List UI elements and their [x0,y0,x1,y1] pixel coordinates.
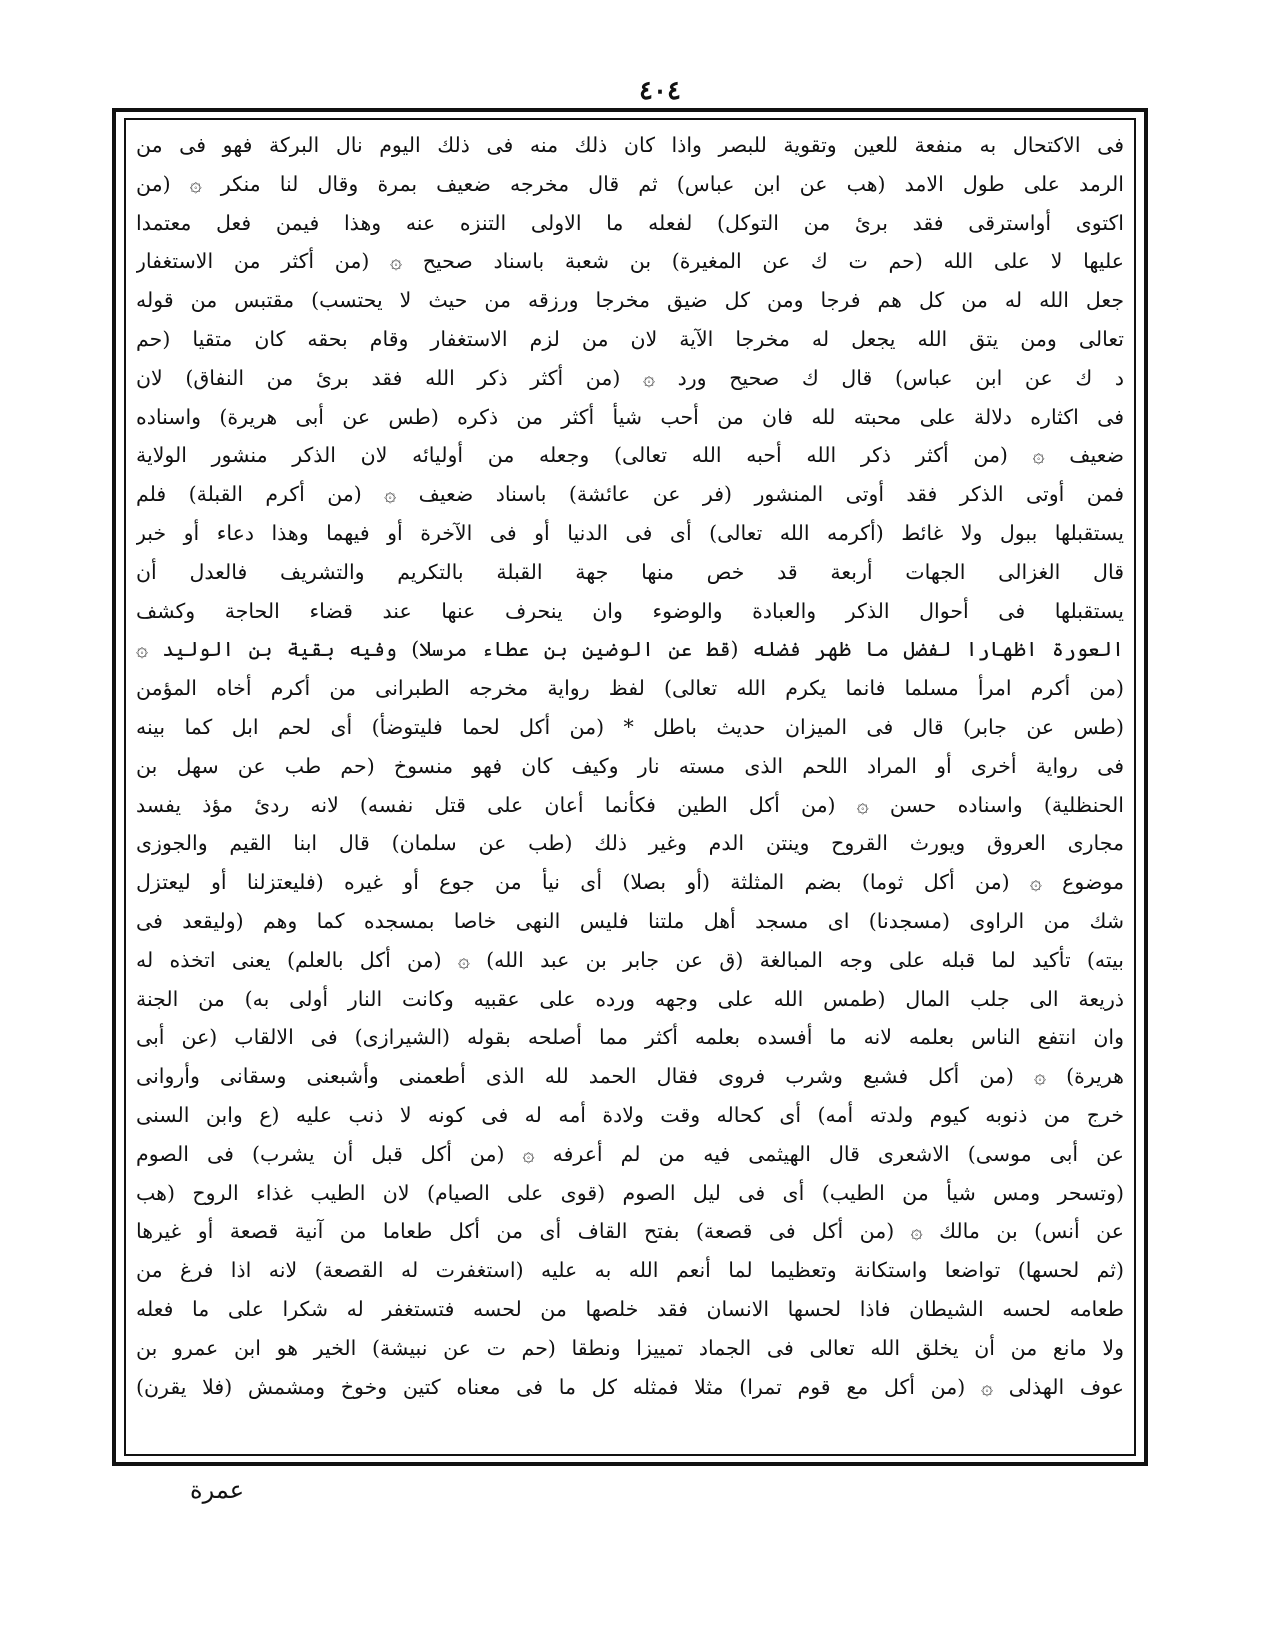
text-line: ذريعة الى جلب المال (طمس الله على وجهه ورده على عقبيه وكانت النار أولى به) من الجنة [136,986,1124,1011]
text-line: عوف الهذلى ۞ (من أكل مع قوم تمرا) مثلا فمثله كل ما فى معناه كتين وخوخ ومشمش (فلا يقرن) [136,1374,1124,1399]
text-line: تعالى ومن يتق الله يجعل له مخرجا الآية لان من لزم الاستغفار وقام بحقه كان متقيا (حم [136,326,1124,351]
text-line: يستقبلها ببول ولا غائط (أكرمه الله تعالى) أى فى الدنيا أو فى الآخرة أو فيهما وهذا دعاء أو خبر [136,520,1124,545]
text-line: خرج من ذنوبه كيوم ولدته أمه) أى كحاله وقت ولادة أمه له فى كونه لا ذنب عليه (ع وابن السنى [136,1102,1124,1127]
text-line: عن أنس) بن مالك ۞ (من أكل فى قصعة) بفتح القاف أى من أكل طعاما من آنية قصعة أو غيرها [136,1219,1124,1244]
text-line: عن أبى موسى) الاشعرى قال الهيثمى فيه من لم أعرفه ۞ (من أكل قبل أن يشرب) فى الصوم [136,1141,1124,1166]
text-line: طعامه لحسه الشيطان فاذا لحسها الانسان فقد خلصها من لحسه فتستغفر له شكرا على ما فعله [136,1296,1124,1321]
text-line: (ثم لحسها) تواضعا واستكانة وتعظيما لما أنعم الله به عليه (استغفرت له القصعة) لانه اذا فرغ من [136,1258,1124,1283]
text-line: وان انتفع الناس بعلمه لانه ما أفسده بعلمه أكثر مما أصلحه بقوله (الشيرازى) فى الالقاب (عن أبى [136,1025,1124,1050]
text-line: شك من الراوى (مسجدنا) اى مسجد أهل ملتنا فليس النهى خاصا بمسجده كما وهم (وليقعد فى [136,908,1124,933]
text-line: قال الغزالى الجهات أربعة قد خص منها جهة القبلة بالتكريم والتشريف فالعدل أن [136,559,1124,584]
text-line: (من أكرم امرأ مسلما فانما يكرم الله تعالى) لفظ رواية مخرجه الطبرانى من أكرم أخاه المؤمن [136,676,1124,701]
page-number: ٤٠٤ [639,76,681,106]
text-line: عليها لا على الله (حم ت ك عن المغيرة) بن شعبة باسناد صحيح ۞ (من أكثر من الاستغفار [136,249,1124,274]
text-line: جعل الله له من كل هم فرجا ومن كل ضيق مخرجا ورزقه من حيث لا يحتسب) مقتبس من قوله [136,288,1124,313]
text-line: (وتسحر ومس شيأ من الطيب) أى فى ليل الصوم (قوى على الصيام) لان الطيب غذاء الروح (هب [136,1180,1124,1205]
text-line: هريرة) ۞ (من أكل فشبع وشرب فروى فقال الحمد لله الذى أطعمنى وأشبعنى وسقانى وأروانى [136,1064,1124,1089]
text-line: فمن أوتى الذكر فقد أوتى المنشور (فر عن عائشة) باسناد ضعيف ۞ (من أكرم القبلة) فلم [136,482,1124,507]
text-line: (طس عن جابر) قال فى الميزان حديث باطل * (من أكل لحما فليتوضأ) أى لحم ابل كما بينه [136,714,1124,739]
text-line: د ك عن ابن عباس) قال ك صحيح ورد ۞ (من أكثر ذكر الله فقد برئ من النفاق) لان [136,365,1124,390]
text-line: الرمد على طول الامد (هب عن ابن عباس) ثم قال مخرجه ضعيف بمرة وقال لنا منكر ۞ (من [136,171,1124,196]
text-line: العورة اظهارا لفضل ما ظهر فضله (قط عن الوضين بن عطاء مرسلا) وفيه بقية بن الوليد ۞ [136,637,1124,662]
text-line: يستقبلها فى أحوال الذكر والعبادة والوضوء وان ينحرف عنها عند قضاء الحاجة وكشف [136,598,1124,623]
text-line: مجارى العروق ويورث القروح وينتن الدم وغير ذلك (طب عن سلمان) قال ابنا القيم والجوزى [136,831,1124,856]
text-line: ضعيف ۞ (من أكثر ذكر الله أحبه الله تعالى) وجعله من أوليائه لان الذكر منشور الولاية [136,443,1124,468]
text-line: بيته) تأكيد لما قبله على وجه المبالغة (ق عن جابر بن عبد الله) ۞ (من أكل بالعلم) يعنى اتخذه له [136,947,1124,972]
text-line: فى اكثاره دلالة على محبته لله فان من أحب شيأ أكثر من ذكره (طس عن أبى هريرة) واسناده [136,404,1124,429]
text-line: فى الاكتحال به منفعة للعين وتقوية للبصر واذا كان ذلك منه فى ذلك اليوم نال البركة فهو فى من [136,133,1124,157]
text-line: اكتوى أواسترقى فقد برئ من التوكل) لفعله ما الاولى التنزه عنه وهذا فيمن فعل معتمدا [136,210,1124,235]
text-line: الحنظلية) واسناده حسن ۞ (من أكل الطين فكأنما أعان على قتل نفسه) لانه ردئ مؤذ يفسد [136,792,1124,817]
text-block [136,126,1124,1448]
text-line: ولا مانع من أن يخلق الله تعالى فى الجماد تمييزا ونطقا (حم ت عن نبيشة) الخير هو ابن عمرو بن [136,1335,1124,1360]
text-line: موضوع ۞ (من أكل ثوما) بضم المثلثة (أو بصلا) أى نيأ من جوع أو غيره (فليعتزلنا أو ليعتزل [136,870,1124,895]
text-line: فى رواية أخرى أو المراد اللحم الذى مسته نار وكيف كان فهو منسوخ (حم طب عن سهل بن [136,753,1124,778]
catchword: عمرة [190,1476,245,1504]
